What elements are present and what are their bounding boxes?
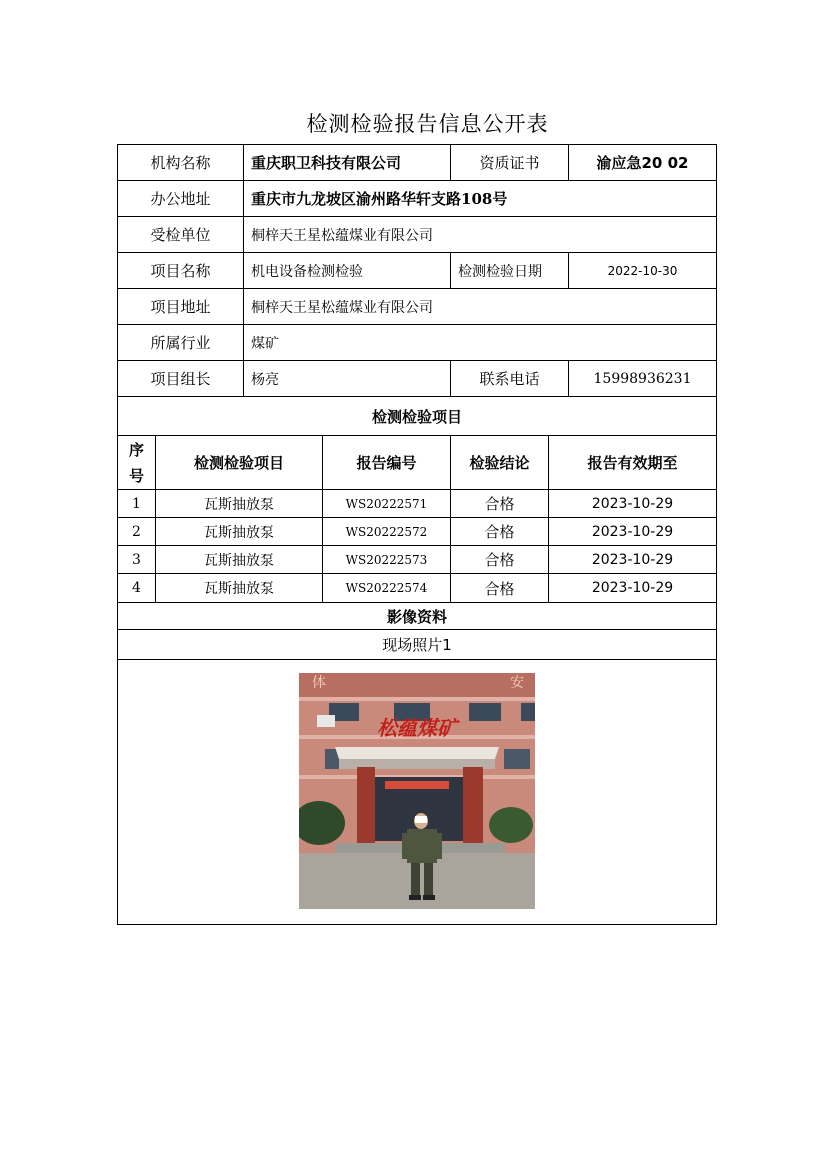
org-value: 重庆职卫科技有限公司 bbox=[244, 145, 451, 180]
table-row bbox=[118, 546, 716, 574]
images-section-title: 影像资料 bbox=[386, 607, 447, 626]
site-label: 项目地址 bbox=[118, 289, 244, 324]
site-photo-image bbox=[299, 673, 535, 909]
info-row-industry bbox=[118, 325, 716, 361]
photo-row bbox=[118, 660, 716, 924]
row-seq: 3 bbox=[118, 546, 156, 573]
row-seq: 4 bbox=[118, 574, 156, 602]
industry-label: 所属行业 bbox=[118, 325, 244, 360]
images-section bbox=[118, 603, 716, 630]
row-item: 瓦斯抽放泵 bbox=[156, 490, 323, 517]
table-row bbox=[118, 490, 716, 518]
addr-value: 重庆市九龙坡区渝州路华轩支路108号 bbox=[251, 190, 508, 208]
photo-banner-left: 体 bbox=[312, 675, 326, 691]
addr-label: 办公地址 bbox=[118, 181, 244, 216]
page-title: 检测检验报告信息公开表 bbox=[306, 112, 549, 136]
row-item: 瓦斯抽放泵 bbox=[156, 574, 323, 602]
header-valid-until: 报告有效期至 bbox=[587, 454, 678, 472]
items-section bbox=[118, 397, 716, 436]
industry-value: 煤矿 bbox=[251, 335, 279, 352]
leader-value: 杨亮 bbox=[244, 361, 451, 396]
phone-label: 联系电话 bbox=[451, 361, 569, 396]
header-report-no: 报告编号 bbox=[323, 436, 451, 489]
leader-label: 项目组长 bbox=[118, 361, 244, 396]
org-label: 机构名称 bbox=[118, 145, 244, 180]
row-valid-until: 2023-10-29 bbox=[591, 580, 674, 596]
header-conclusion: 检验结论 bbox=[451, 436, 549, 489]
table-header bbox=[118, 436, 716, 490]
row-seq: 2 bbox=[118, 518, 156, 545]
client-label: 受检单位 bbox=[118, 217, 244, 252]
photo-caption: 现场照片1 bbox=[382, 636, 452, 654]
table-row bbox=[118, 574, 716, 603]
photo-caption-row bbox=[118, 630, 716, 660]
row-item: 瓦斯抽放泵 bbox=[156, 546, 323, 573]
info-row-site bbox=[118, 289, 716, 325]
cert-label: 资质证书 bbox=[451, 145, 569, 180]
info-row-client bbox=[118, 217, 716, 253]
row-valid-until: 2023-10-29 bbox=[591, 523, 674, 540]
header-seq-line2: 号 bbox=[128, 466, 144, 485]
row-report-no: WS20222571 bbox=[323, 490, 451, 517]
row-conclusion: 合格 bbox=[451, 546, 549, 573]
site-value: 桐梓天王星松蕴煤业有限公司 bbox=[251, 299, 433, 316]
site-photo bbox=[299, 673, 535, 909]
info-row-org bbox=[118, 145, 716, 181]
row-report-no: WS20222573 bbox=[323, 546, 451, 573]
info-row-address bbox=[118, 181, 716, 217]
row-conclusion: 合格 bbox=[451, 490, 549, 517]
row-conclusion: 合格 bbox=[451, 574, 549, 602]
items-section-title: 检测检验项目 bbox=[371, 407, 462, 426]
client-value: 桐梓天王星松蕴煤业有限公司 bbox=[251, 227, 433, 244]
date-value: 2022-10-30 bbox=[607, 263, 678, 278]
phone-value: 15998936231 bbox=[593, 370, 692, 387]
row-valid-until: 2023-10-29 bbox=[591, 495, 674, 512]
table-row bbox=[118, 518, 716, 546]
report-table bbox=[117, 144, 717, 925]
row-report-no: WS20222574 bbox=[323, 574, 451, 602]
header-item: 检测检验项目 bbox=[156, 436, 323, 489]
row-item: 瓦斯抽放泵 bbox=[156, 518, 323, 545]
project-label: 项目名称 bbox=[118, 253, 244, 288]
header-seq bbox=[118, 436, 156, 489]
row-report-no: WS20222572 bbox=[323, 518, 451, 545]
row-conclusion: 合格 bbox=[451, 518, 549, 545]
project-value: 机电设备检测检验 bbox=[244, 253, 451, 288]
row-seq: 1 bbox=[118, 490, 156, 517]
photo-sign-text: 松蕴煤矿 bbox=[377, 716, 457, 740]
info-row-project bbox=[118, 253, 716, 289]
row-valid-until: 2023-10-29 bbox=[591, 551, 674, 568]
photo-banner-right: 安 bbox=[510, 675, 524, 691]
cert-value: 渝应急20 02 bbox=[596, 154, 689, 172]
header-seq-line1: 序 bbox=[128, 440, 144, 459]
info-row-leader bbox=[118, 361, 716, 397]
date-label: 检测检验日期 bbox=[451, 253, 569, 288]
